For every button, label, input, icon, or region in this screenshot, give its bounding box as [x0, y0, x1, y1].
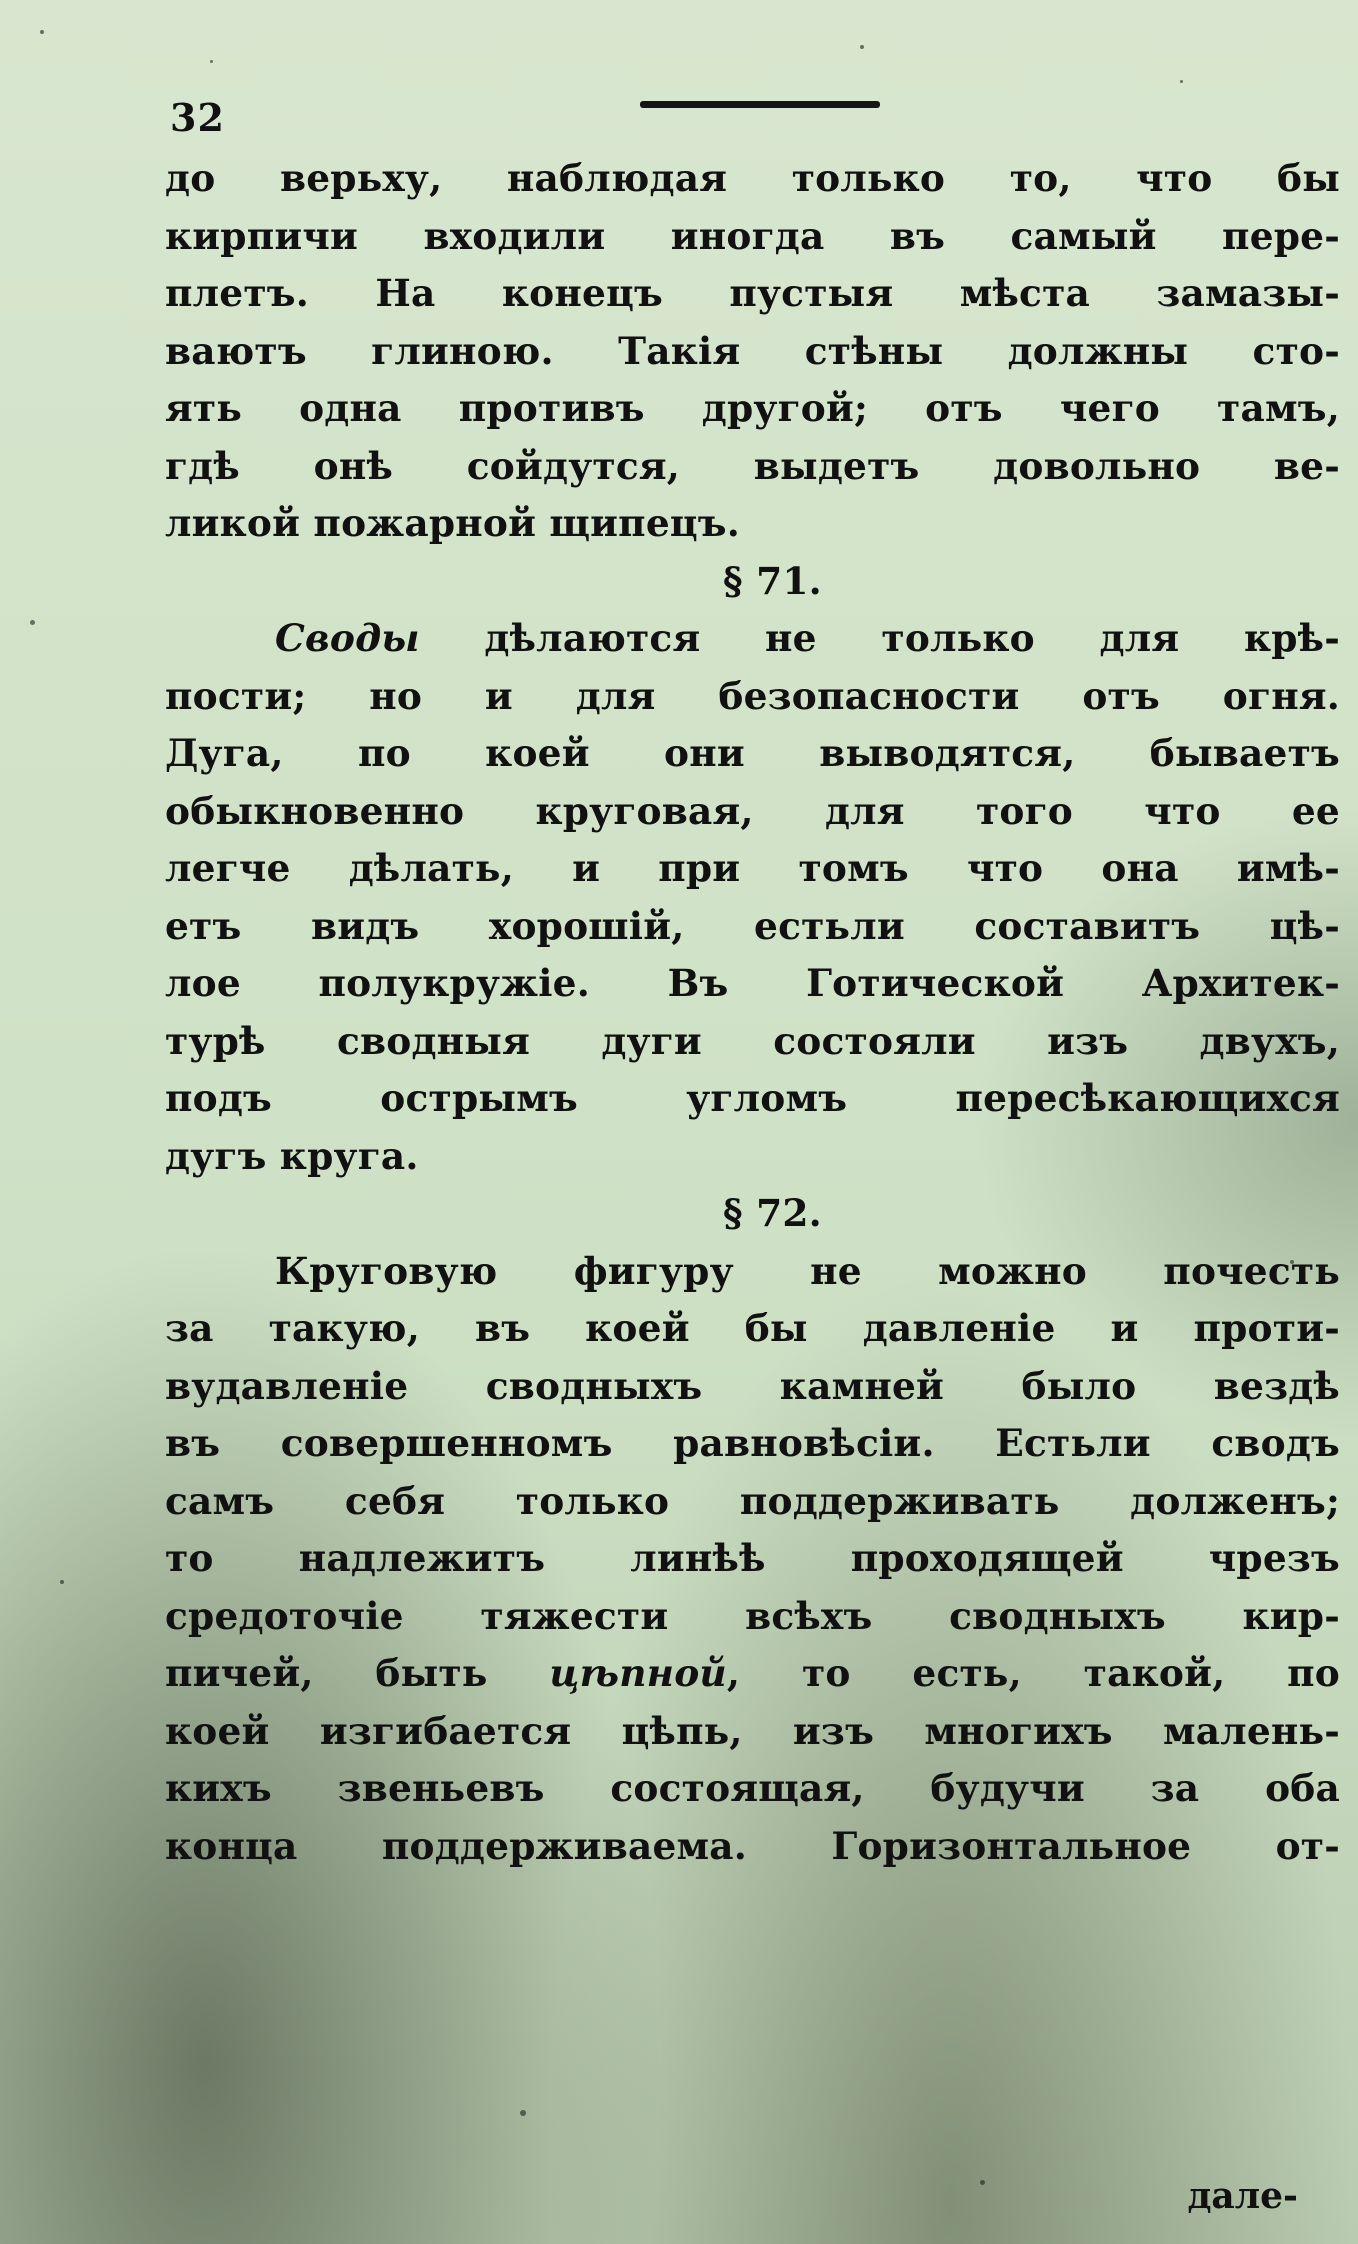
paper-speck [860, 45, 864, 49]
paper-speck [210, 60, 213, 63]
paper-speck [980, 2180, 985, 2185]
catchword: дале- [1187, 2175, 1298, 2217]
text-run: пичей, быть [165, 1651, 550, 1695]
text-line: коей изгибается цѣпь, изъ многихъ малень- [165, 1708, 1340, 1753]
text-line: легче дѣлать, и при томъ что она имѣ- [165, 846, 1340, 890]
paper-speck [1180, 80, 1183, 83]
paper-speck [520, 2110, 526, 2116]
text-run: дѣлаются не только для крѣ- [419, 616, 1340, 660]
text-line: ять одна противъ другой; отъ чего тамъ, [165, 386, 1340, 430]
text-line: за такую, въ коей бы давленіе и проти- [165, 1306, 1340, 1350]
paper-speck [60, 1580, 64, 1584]
header-rule [640, 101, 880, 108]
text-line: турѣ сводныя дуги состояли изъ двухъ, [165, 1018, 1340, 1063]
text-line: самъ себя только поддерживать долженъ; [165, 1478, 1340, 1523]
text-line [165, 1645, 1340, 1703]
paragraph-first-line: Круговую фигуру не можно почесть [275, 1248, 1340, 1293]
text-line: гдѣ онѣ сойдутся, выдетъ довольно ве- [165, 443, 1340, 488]
text-line: то надлежитъ линѣѣ проходящей чрезъ [165, 1536, 1340, 1580]
text-line: вудавленіе сводныхъ камней было вездѣ [165, 1363, 1340, 1408]
text-line: конца поддерживаема. Горизонтальное от- [165, 1823, 1340, 1868]
paper-speck [30, 620, 35, 625]
italic-term: цѣпной [549, 1651, 727, 1695]
text-line: кирпичи входили иногда въ самый пере- [165, 213, 1340, 258]
paragraph-last-line: ликой пожарной щипецъ. [165, 501, 741, 545]
text-line: въ совершенномъ равновѣсіи. Естьли сводъ [165, 1421, 1340, 1465]
text-line: обыкновенно круговая, для того что ее [165, 788, 1340, 833]
italic-term: Своды [275, 616, 420, 660]
text-line: средоточіе тяжести всѣхъ сводныхъ кир- [165, 1593, 1340, 1638]
text-line: до верьху, наблюдая только то, что бы [165, 156, 1340, 200]
section-heading: § 71. [723, 558, 822, 603]
paper-speck [40, 30, 44, 34]
body-text [165, 150, 1340, 1875]
paragraph-last-line: дугъ круга. [165, 1133, 419, 1178]
text-line: лое полукружіе. Въ Готической Архитек- [165, 961, 1340, 1005]
text-line: етъ видъ хорошій, естьли составитъ цѣ- [165, 903, 1340, 948]
paragraph-first-line [165, 610, 1340, 668]
page-header [170, 95, 1350, 140]
text-line: Дуга, по коей они выводятся, бываетъ [165, 731, 1340, 775]
section-heading: § 72. [723, 1191, 822, 1235]
text-line: подъ острымъ угломъ пересѣкающихся [165, 1076, 1340, 1120]
text-line: пости; но и для безопасности отъ огня. [165, 673, 1340, 718]
text-line: плетъ. На конецъ пустыя мѣста замазы- [165, 271, 1340, 315]
page-number: 32 [170, 95, 225, 140]
text-line: ваютъ глиною. Такія стѣны должны сто- [165, 328, 1340, 373]
text-line: кихъ звеньевъ состоящая, будучи за оба [165, 1766, 1340, 1810]
text-run: , то есть, такой, по [726, 1651, 1340, 1695]
